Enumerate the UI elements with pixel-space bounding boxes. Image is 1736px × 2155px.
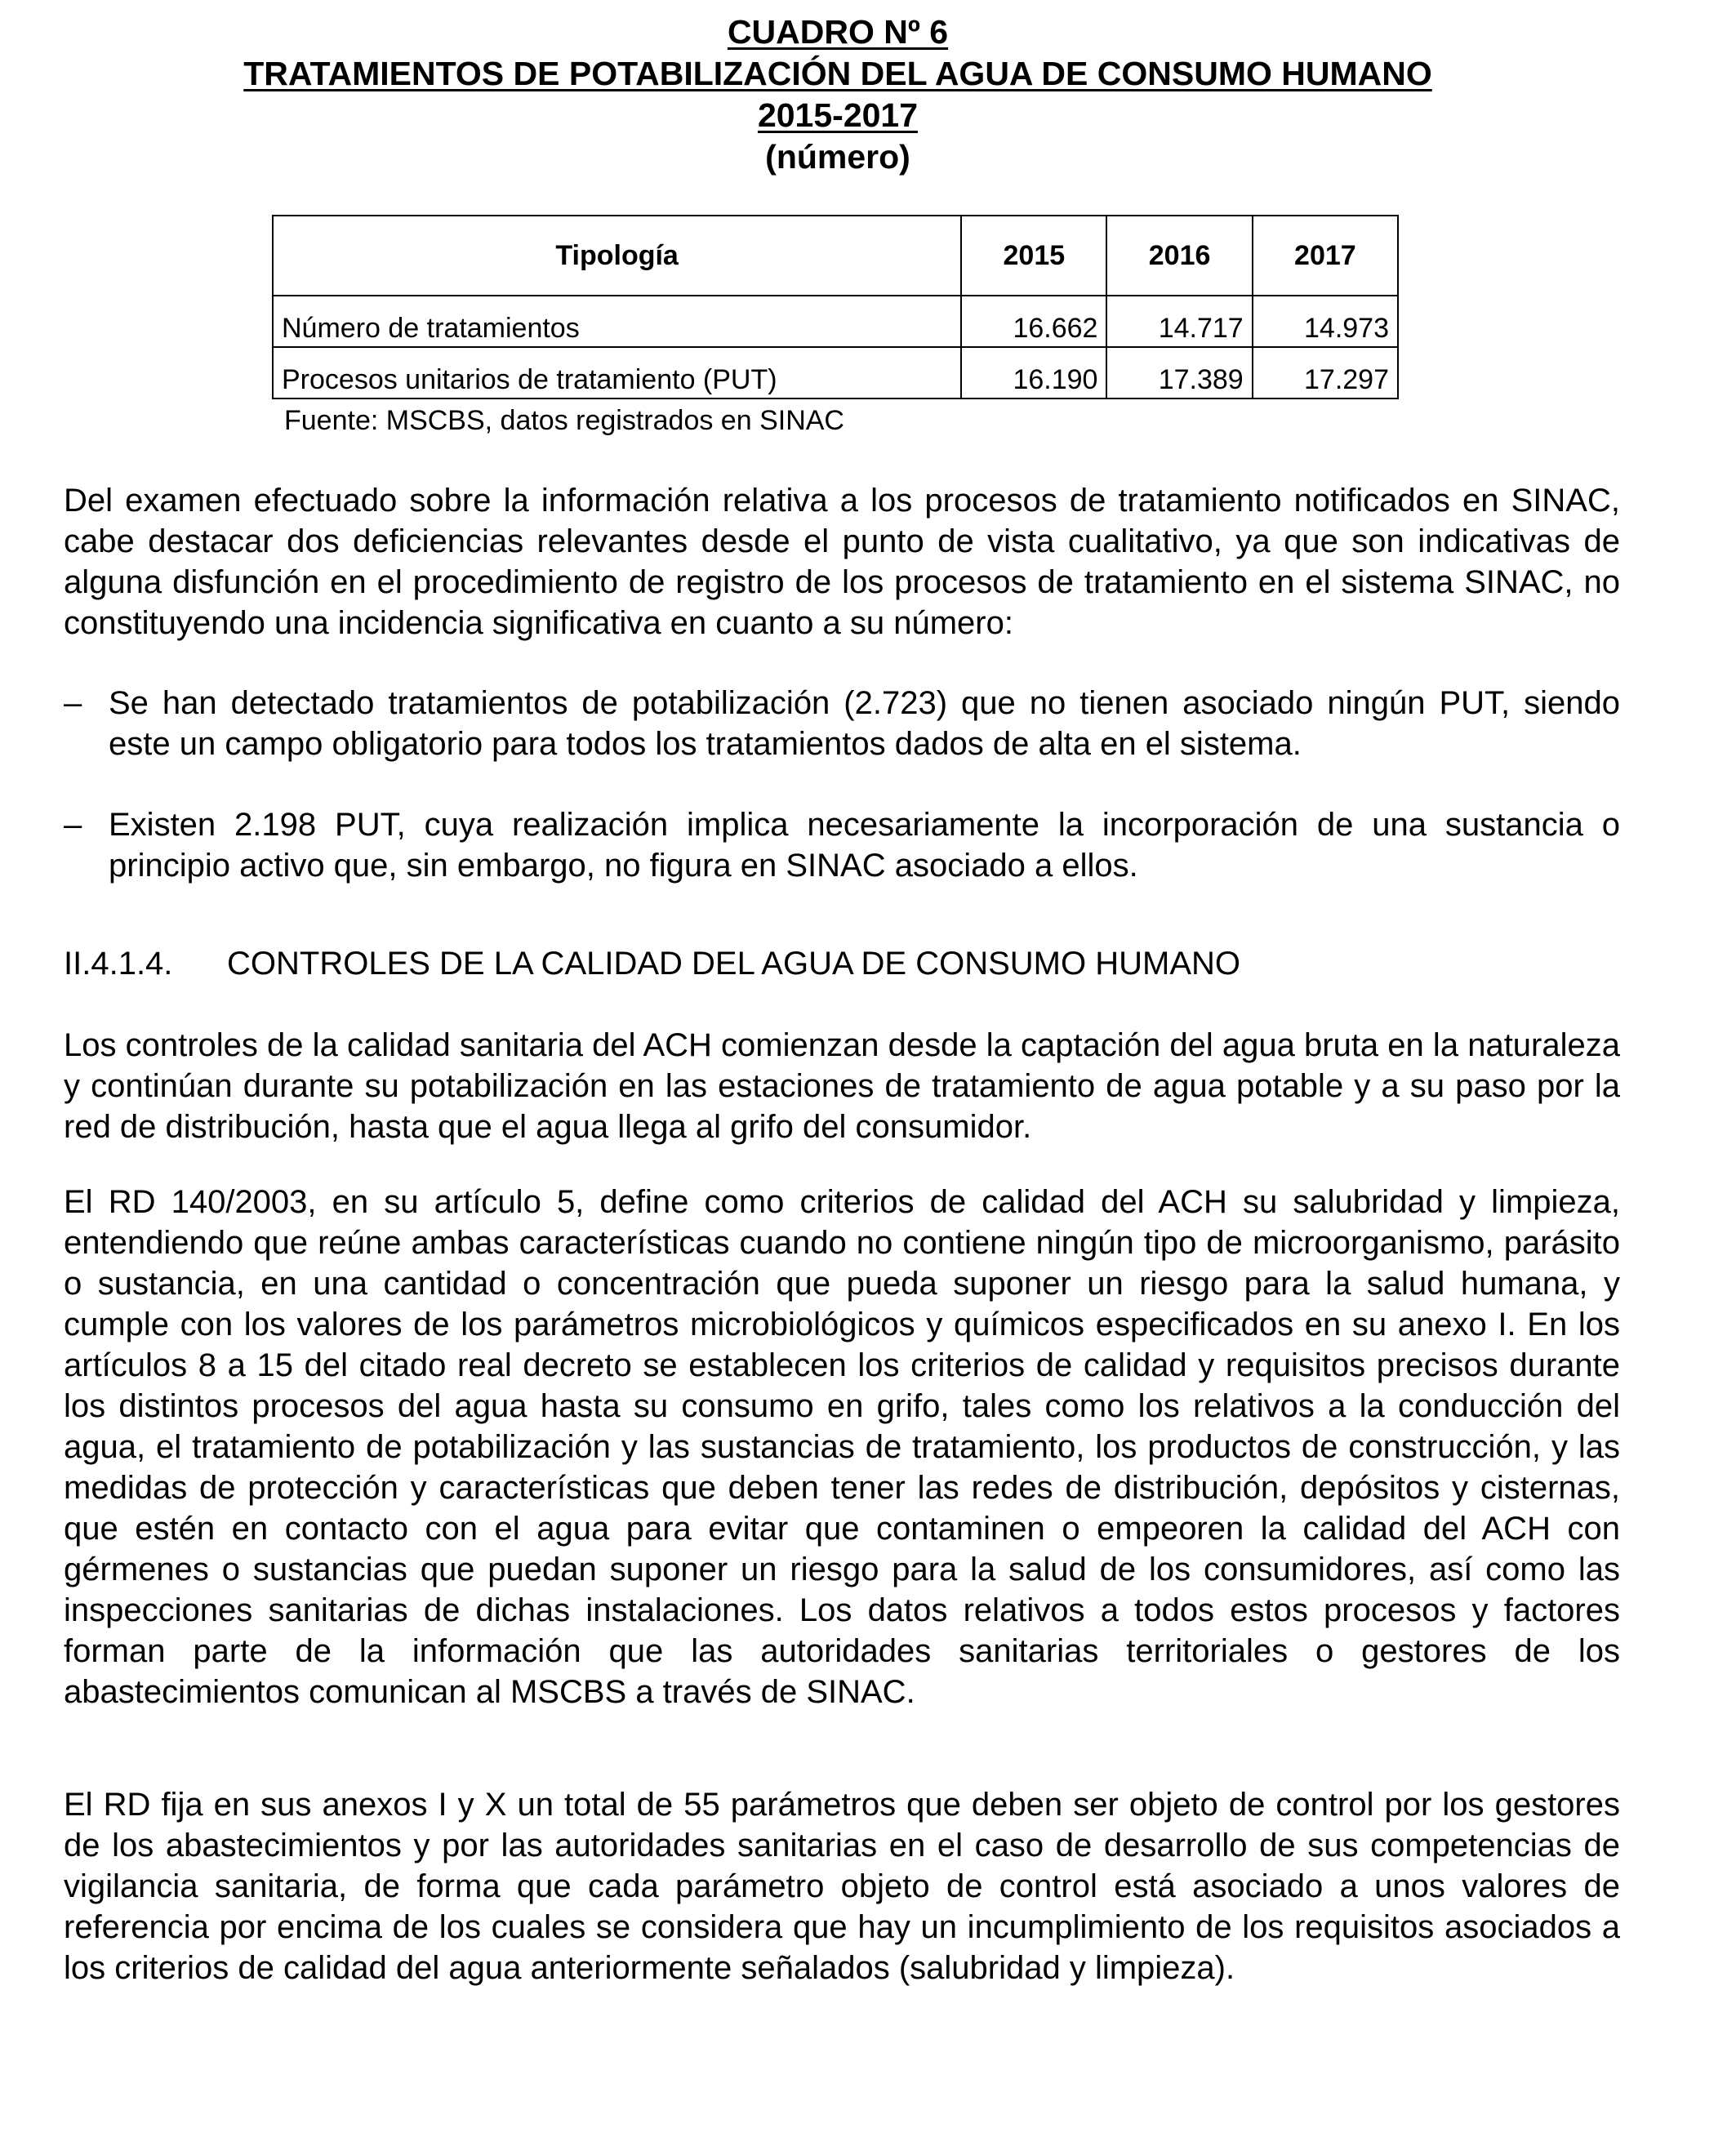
section-title: CONTROLES DE LA CALIDAD DEL AGUA DE CONSUMO HUMANO — [227, 946, 1240, 982]
section-number: II.4.1.4. — [64, 946, 173, 982]
table-row — [273, 296, 1398, 347]
table-header-row — [273, 216, 1398, 296]
header-tipologia: Tipología — [273, 216, 961, 296]
cell-value: 17.297 — [1253, 347, 1398, 398]
list-item — [64, 683, 1620, 764]
dash-bullet: – — [64, 685, 82, 721]
row-label: Número de tratamientos — [273, 296, 961, 347]
cell-value: 14.973 — [1253, 296, 1398, 347]
paragraph: El RD fija en sus anexos I y X un total de 55 parámetros que deben ser objeto de control por los gestores de los abastecimientos y por las autoridades sanitarias en el caso de desarrollo de sus competencias de vigilancia sanitaria, de forma que cada parámetro objeto de control está asociado a unos valores de referencia por encima de los cuales se considera que hay un incumplimiento de los requisitos asociados a los criterios de calidad del agua anteriormente señalados (salubridad y limpieza). — [64, 1787, 1620, 1986]
header-2017: 2017 — [1253, 216, 1398, 296]
section-heading — [64, 943, 1240, 984]
paragraph: El RD 140/2003, en su artículo 5, define como criterios de calidad del ACH su salubridad y limpieza, entendiendo que reúne ambas características cuando no contiene ningún tipo de microorganismo, parásito o sustancia, en una cantidad o concentración que pueda suponer un riesgo para la salud humana, y cumple con los valores de los parámetros microbiológicos y químicos especificados en su anexo I. En los artículos 8 a 15 del citado real decreto se establecen los criterios de calidad y requisitos precisos durante los distintos procesos del agua hasta su consumo en grifo, tales como los relativos a la conducción del agua, el tratamiento de potabilización y las sustancias de tratamiento, los productos de construcción, y las medidas de protección y características que deben tener las redes de distribución, depósitos y cisternas, que estén en contacto con el agua para evitar que contaminen o empeoren la calidad del ACH con gérmenes o sustancias que puedan suponer un riesgo para la salud de los consumidores, así como las inspecciones sanitarias de dichas instalaciones. Los datos relativos a todos estos procesos y factores forman parte de la información que las autoridades sanitarias territoriales o gestores de los abastecimientos comunican al MSCBS a través de SINAC. — [64, 1184, 1620, 1710]
cell-value: 17.389 — [1106, 347, 1252, 398]
cell-value: 14.717 — [1106, 296, 1252, 347]
bullet-text: Se han detectado tratamientos de potabilización (2.723) que no tienen asociado ningún PUT, siendo este un campo obligatorio para todos los tratamientos dados de alta en el sistema. — [109, 685, 1620, 762]
table-row — [273, 347, 1398, 398]
cell-value: 16.190 — [961, 347, 1106, 398]
header-2015: 2015 — [961, 216, 1106, 296]
caption-number: CUADRO Nº 6 — [727, 13, 949, 51]
caption-unit: (número) — [765, 138, 910, 176]
caption-years: 2015-2017 — [757, 96, 919, 134]
header-2016: 2016 — [1106, 216, 1252, 296]
paragraph: Los controles de la calidad sanitaria del ACH comienzan desde la captación del agua bruta en la naturaleza y continúan durante su potabilización en las estaciones de tratamiento de agua potable y a su paso por la red de distribución, hasta que el agua llega al grifo del consumidor. — [64, 1027, 1620, 1145]
table-source: Fuente: MSCBS, datos registrados en SINAC — [284, 405, 844, 436]
cell-value: 16.662 — [961, 296, 1106, 347]
bullet-text: Existen 2.198 PUT, cuya realización implica necesariamente la incorporación de una sustancia o principio activo que, sin embargo, no figura en SINAC asociado a ellos. — [109, 807, 1620, 884]
dash-bullet: – — [64, 807, 82, 843]
intro-paragraph: Del examen efectuado sobre la información relativa a los procesos de tratamiento notificados en SINAC, cabe destacar dos deficiencias relevantes desde el punto de vista cualitativo, ya que son indicativas de alguna disfunción en el procedimiento de registro de los procesos de tratamiento en el sistema SINAC, no constituyendo una incidencia significativa en cuanto a su número: — [64, 483, 1620, 641]
table-caption — [0, 11, 1676, 178]
caption-title: TRATAMIENTOS DE POTABILIZACIÓN DEL AGUA DE CONSUMO HUMANO — [243, 55, 1432, 92]
list-item — [64, 804, 1620, 886]
treatments-table — [272, 215, 1399, 399]
row-label: Procesos unitarios de tratamiento (PUT) — [273, 347, 961, 398]
